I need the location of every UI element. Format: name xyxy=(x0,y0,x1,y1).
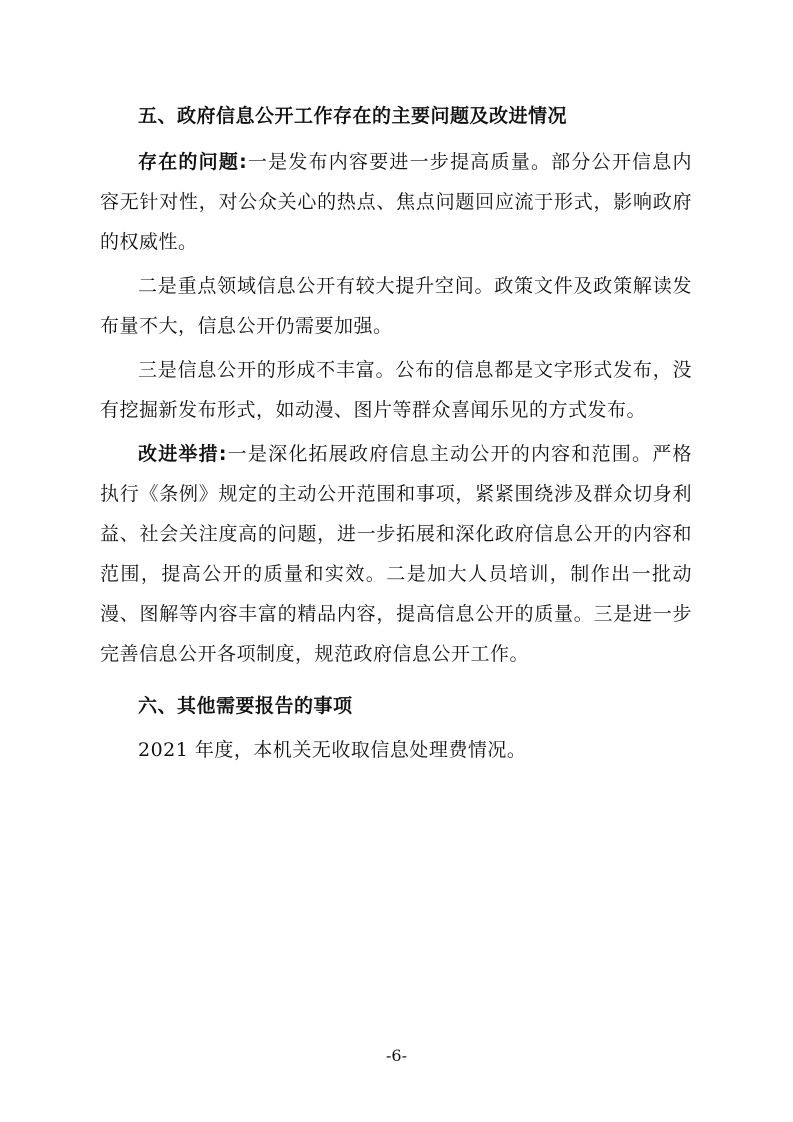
improvements-text: 一是深化拓展政府信息主动公开的内容和范围。严格执行《条例》规定的主动公开范围和事项，紧紧围绕涉及群众切身利益、社会关注度高的问题，进一步拓展和深化政府信息公开的内容和范围，提高公开的质量和实效。二是加大人员培训，制作出一批动漫、图解等内容丰富的精品内容，提高信息公开的质量。三是进一步完善信息公开各项制度，规范政府信息公开工作。 xyxy=(100,443,692,665)
section-6-heading: 六、其他需要报告的事项 xyxy=(138,695,353,717)
problems-paragraph-3: 三是信息公开的形成不丰富。公布的信息都是文字形式发布，没有挖掘新发布形式，如动漫、图片等群众喜闻乐见的方式发布。 xyxy=(100,359,692,421)
improvements-paragraph xyxy=(100,434,692,674)
problems-paragraph-2: 二是重点领域信息公开有较大提升空间。政策文件及政策解读发布量不大，信息公开仍需要加强。 xyxy=(100,275,692,337)
document-body xyxy=(100,96,692,770)
section-6-paragraph: 2021 年度，本机关无收取信息处理费情况。 xyxy=(138,739,527,761)
problems-paragraph-1 xyxy=(100,142,692,262)
problems-lead: 存在的问题: xyxy=(138,151,248,173)
problems-text-1: 一是发布内容要进一步提高质量。部分公开信息内容无针对性，对公众关心的热点、焦点问题回应流于形式，影响政府的权威性。 xyxy=(100,151,692,253)
improvements-lead: 改进举措: xyxy=(138,443,227,465)
page-number: -6- xyxy=(386,1046,407,1065)
section-5-heading: 五、政府信息公开工作存在的主要问题及改进情况 xyxy=(138,105,568,127)
